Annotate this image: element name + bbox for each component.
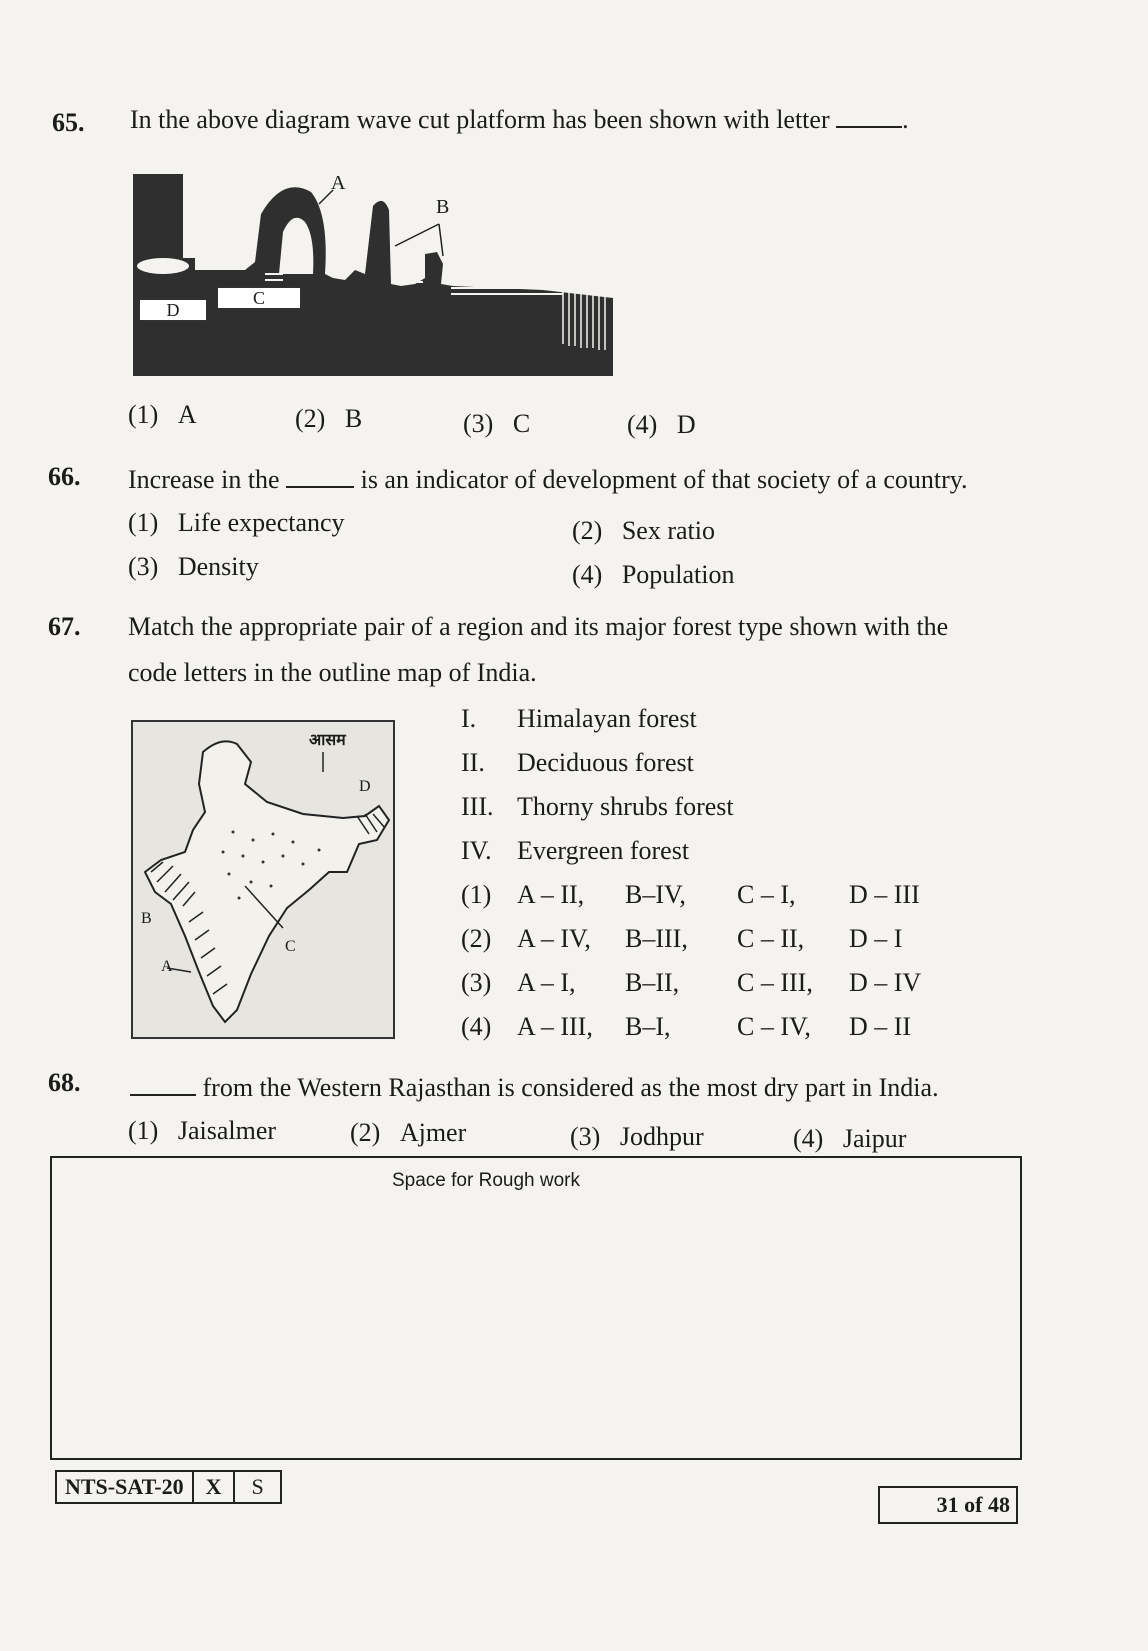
q67-item-3 <box>461 792 734 822</box>
option-text: C <box>512 409 531 438</box>
option-number: (2) <box>461 924 492 953</box>
paper-code-class: X <box>194 1472 236 1502</box>
q68-option-1[interactable] <box>128 1116 276 1146</box>
map-label-top: आसम <box>309 730 346 749</box>
option-number: (4) <box>461 1012 492 1041</box>
q65-option-3[interactable] <box>463 409 530 439</box>
q68-option-4[interactable] <box>793 1124 906 1154</box>
paper-code-set: S <box>251 1474 264 1499</box>
diagram-label-c: C <box>217 287 301 309</box>
option-number: (3) <box>463 409 494 438</box>
q67-option-3[interactable] <box>461 968 921 998</box>
option-a: A – II, <box>517 880 585 909</box>
option-number: (4) <box>793 1124 824 1153</box>
q65-option-4[interactable] <box>627 410 696 440</box>
option-a: A – III, <box>517 1012 593 1041</box>
option-number: (3) <box>128 552 159 581</box>
item-number: II. <box>461 748 485 777</box>
q67-item-4 <box>461 836 689 866</box>
option-b: B–III, <box>625 924 688 953</box>
q68-blank <box>130 1072 196 1096</box>
q68-option-3[interactable] <box>570 1122 704 1152</box>
q66-option-4[interactable] <box>572 560 735 590</box>
q66-text-after: is an indicator of development of that society of a country. <box>360 465 968 494</box>
india-outline-map <box>131 720 395 1039</box>
option-text: Population <box>621 560 735 589</box>
q66-option-3[interactable] <box>128 552 259 582</box>
option-text: Jaisalmer <box>177 1116 277 1145</box>
india-outline <box>145 741 389 1022</box>
option-number: (1) <box>128 508 159 537</box>
item-text: Himalayan forest <box>517 704 697 733</box>
option-a: A – IV, <box>517 924 591 953</box>
diagram-label-d: D <box>139 299 207 321</box>
label-b-leader-1 <box>395 224 439 246</box>
rough-work-title: Space for Rough work <box>392 1170 580 1191</box>
option-number: (2) <box>572 516 603 545</box>
q68-number: 68. <box>48 1068 81 1097</box>
paper-code-box <box>55 1470 282 1504</box>
q68-question: from the Western Rajasthan is considered as the most dry part in India. <box>202 1073 939 1102</box>
map-label-c: C <box>285 938 296 955</box>
map-label-a: A <box>161 958 173 975</box>
q67-item-2 <box>461 748 694 778</box>
q68-text <box>130 1072 939 1103</box>
q65-number: 65. <box>52 108 85 137</box>
q65-option-1[interactable] <box>128 400 197 430</box>
option-text: Sex ratio <box>621 516 715 545</box>
option-d: D – II <box>849 1012 912 1041</box>
india-map-svg <box>133 722 393 1037</box>
q65-period: . <box>902 105 909 134</box>
q66-option-1[interactable] <box>128 508 345 538</box>
paper-code: NTS-SAT-20 <box>57 1472 194 1502</box>
q67-line-1: Match the appropriate pair of a region and its major forest type shown with the <box>128 612 949 641</box>
option-number: (1) <box>128 400 159 429</box>
option-c: C – II, <box>737 924 805 953</box>
option-text: Density <box>177 552 259 581</box>
q67-number: 67. <box>48 612 81 641</box>
map-label-d: D <box>359 778 371 795</box>
q67-item-1 <box>461 704 697 734</box>
item-number: IV. <box>461 836 492 865</box>
option-a: A – I, <box>517 968 576 997</box>
q68-option-2[interactable] <box>350 1118 466 1148</box>
q65-blank <box>836 104 902 128</box>
option-text: A <box>177 400 197 429</box>
item-text: Evergreen forest <box>517 836 690 865</box>
page-number: 31 of 48 <box>878 1486 1018 1524</box>
coastal-landform-diagram <box>133 174 615 376</box>
q65-option-2[interactable] <box>295 404 362 434</box>
item-number: III. <box>461 792 494 821</box>
option-d: D – I <box>849 924 903 953</box>
map-label-b: B <box>141 910 152 927</box>
q67-line-2: code letters in the outline map of India. <box>128 658 537 687</box>
option-c: C – IV, <box>737 1012 811 1041</box>
option-number: (3) <box>570 1122 601 1151</box>
landmass-shape <box>133 174 613 376</box>
option-text: Jodhpur <box>619 1122 704 1151</box>
q66-text <box>128 464 968 495</box>
option-b: B–II, <box>625 968 680 997</box>
option-number: (4) <box>572 560 603 589</box>
option-number: (4) <box>627 410 658 439</box>
coastal-diagram-svg <box>133 174 615 376</box>
q67-option-2[interactable] <box>461 924 902 954</box>
diagram-label-a: A <box>331 172 346 194</box>
option-c: C – III, <box>737 968 813 997</box>
q67-option-4[interactable] <box>461 1012 911 1042</box>
option-number: (1) <box>461 880 492 909</box>
q66-number: 66. <box>48 462 81 491</box>
q65-question: In the above diagram wave cut platform has been shown with letter <box>130 105 830 134</box>
cave-notch <box>137 258 189 274</box>
label-b-leader-2 <box>439 224 443 256</box>
option-number: (2) <box>350 1118 381 1147</box>
option-number: (3) <box>461 968 492 997</box>
diagram-label-b: B <box>436 196 450 218</box>
q67-option-1[interactable] <box>461 880 920 910</box>
option-d: D – III <box>849 880 920 909</box>
q66-option-2[interactable] <box>572 516 715 546</box>
item-text: Thorny shrubs forest <box>517 792 734 821</box>
option-text: Ajmer <box>399 1118 467 1147</box>
rough-work-box[interactable] <box>50 1156 1022 1460</box>
option-number: (2) <box>295 404 326 433</box>
item-number: I. <box>461 704 477 733</box>
q66-blank <box>286 464 354 488</box>
option-text: D <box>676 410 696 439</box>
option-text: B <box>344 404 363 433</box>
q65-text <box>130 104 909 135</box>
q66-text-before: Increase in the <box>128 465 280 494</box>
option-number: (1) <box>128 1116 159 1145</box>
option-b: B–I, <box>625 1012 671 1041</box>
option-c: C – I, <box>737 880 796 909</box>
option-text: Life expectancy <box>177 508 345 537</box>
option-text: Jaipur <box>842 1124 907 1153</box>
option-b: B–IV, <box>625 880 686 909</box>
option-d: D – IV <box>849 968 922 997</box>
item-text: Deciduous forest <box>517 748 694 777</box>
